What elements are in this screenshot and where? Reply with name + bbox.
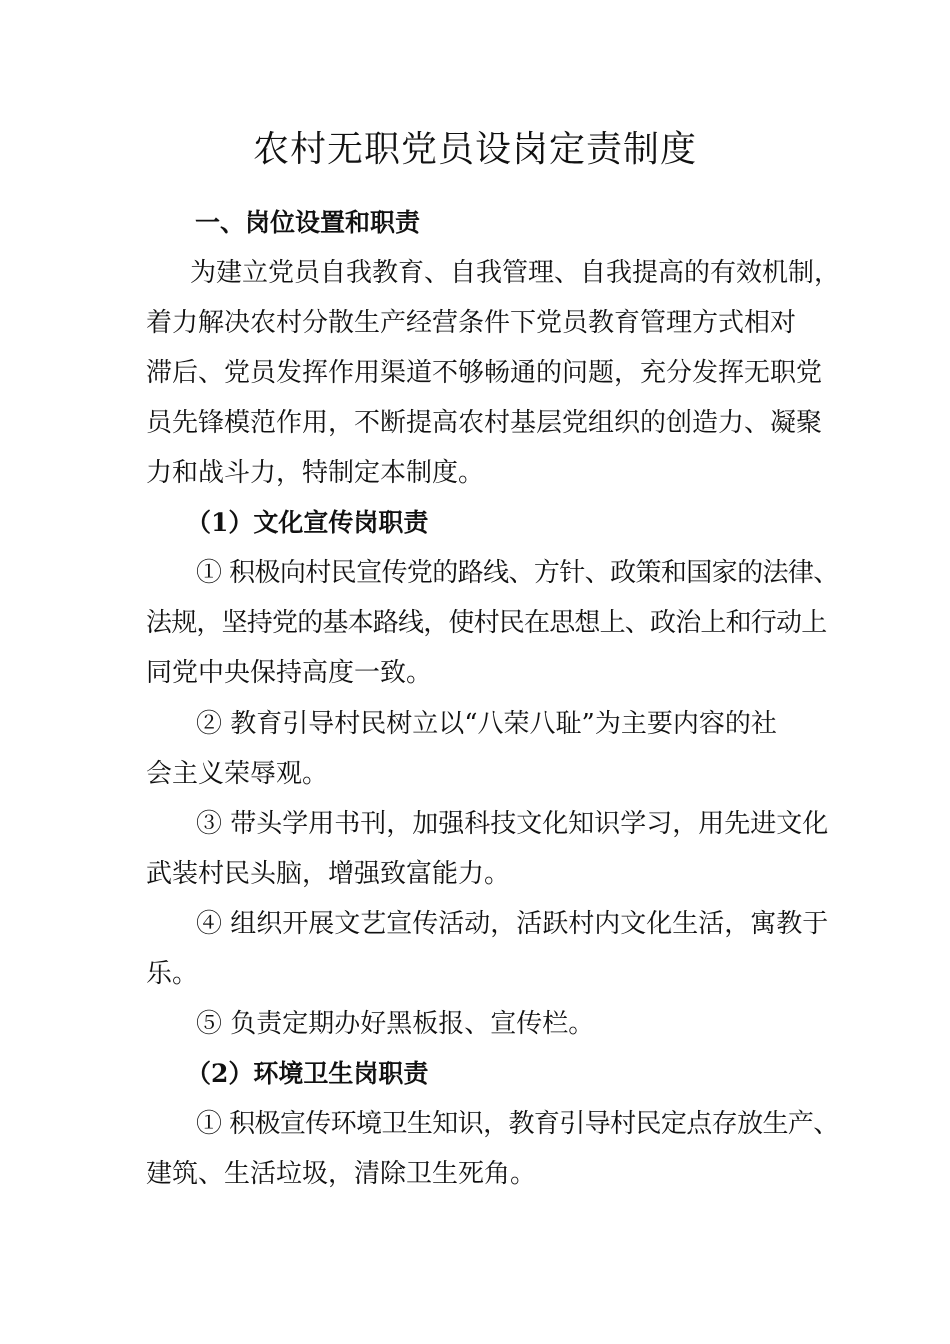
subsection-heading-culture: （1）文化宣传岗职责 (186, 508, 429, 537)
intro-line-3: 滞后、党员发挥作用渠道不够畅通的问题，充分发挥无职党 (146, 358, 823, 388)
subsection-heading-sanitation: （2）环境卫生岗职责 (186, 1059, 429, 1088)
culture-item-1-line-1: ① 积极向村民宣传党的路线、方针、政策和国家的法律、 (196, 558, 839, 588)
culture-item-4-line-1: ④ 组织开展文艺宣传活动，活跃村内文化生活，寓教于 (196, 909, 829, 939)
culture-item-1-line-2: 法规，坚持党的基本路线，使村民在思想上、政治上和行动上 (146, 608, 827, 638)
sanitation-item-1-line-2: 建筑、生活垃圾，清除卫生死角。 (146, 1159, 537, 1189)
intro-line-4: 员先锋模范作用，不断提高农村基层党组织的创造力、凝聚 (146, 408, 823, 438)
intro-line-5: 力和战斗力，特制定本制度。 (146, 458, 485, 488)
culture-item-3-line-2: 武装村民头脑，增强致富能力。 (146, 859, 511, 889)
intro-line-2: 着力解决农村分散生产经营条件下党员教育管理方式相对 (146, 308, 797, 338)
culture-item-1-line-3: 同党中央保持高度一致。 (146, 658, 433, 688)
section-heading-positions: 一、岗位设置和职责 (195, 208, 421, 237)
sanitation-item-1-line-1: ① 积极宣传环境卫生知识，教育引导村民定点存放生产、 (196, 1109, 839, 1139)
culture-item-4-line-2: 乐。 (146, 959, 199, 989)
document-title: 农村无职党员设岗定责制度 (252, 129, 697, 170)
culture-item-5-line-1: ⑤ 负责定期办好黑板报、宣传栏。 (196, 1009, 595, 1039)
culture-item-3-line-1: ③ 带头学用书刊，加强科技文化知识学习，用先进文化 (196, 809, 829, 839)
culture-item-2-line-2: 会主义荣辱观。 (146, 759, 329, 789)
culture-item-2-line-1: ② 教育引导村民树立以“八荣八耻”为主要内容的社 (196, 709, 777, 739)
intro-line-1: 为建立党员自我教育、自我管理、自我提高的有效机制， (190, 258, 841, 288)
